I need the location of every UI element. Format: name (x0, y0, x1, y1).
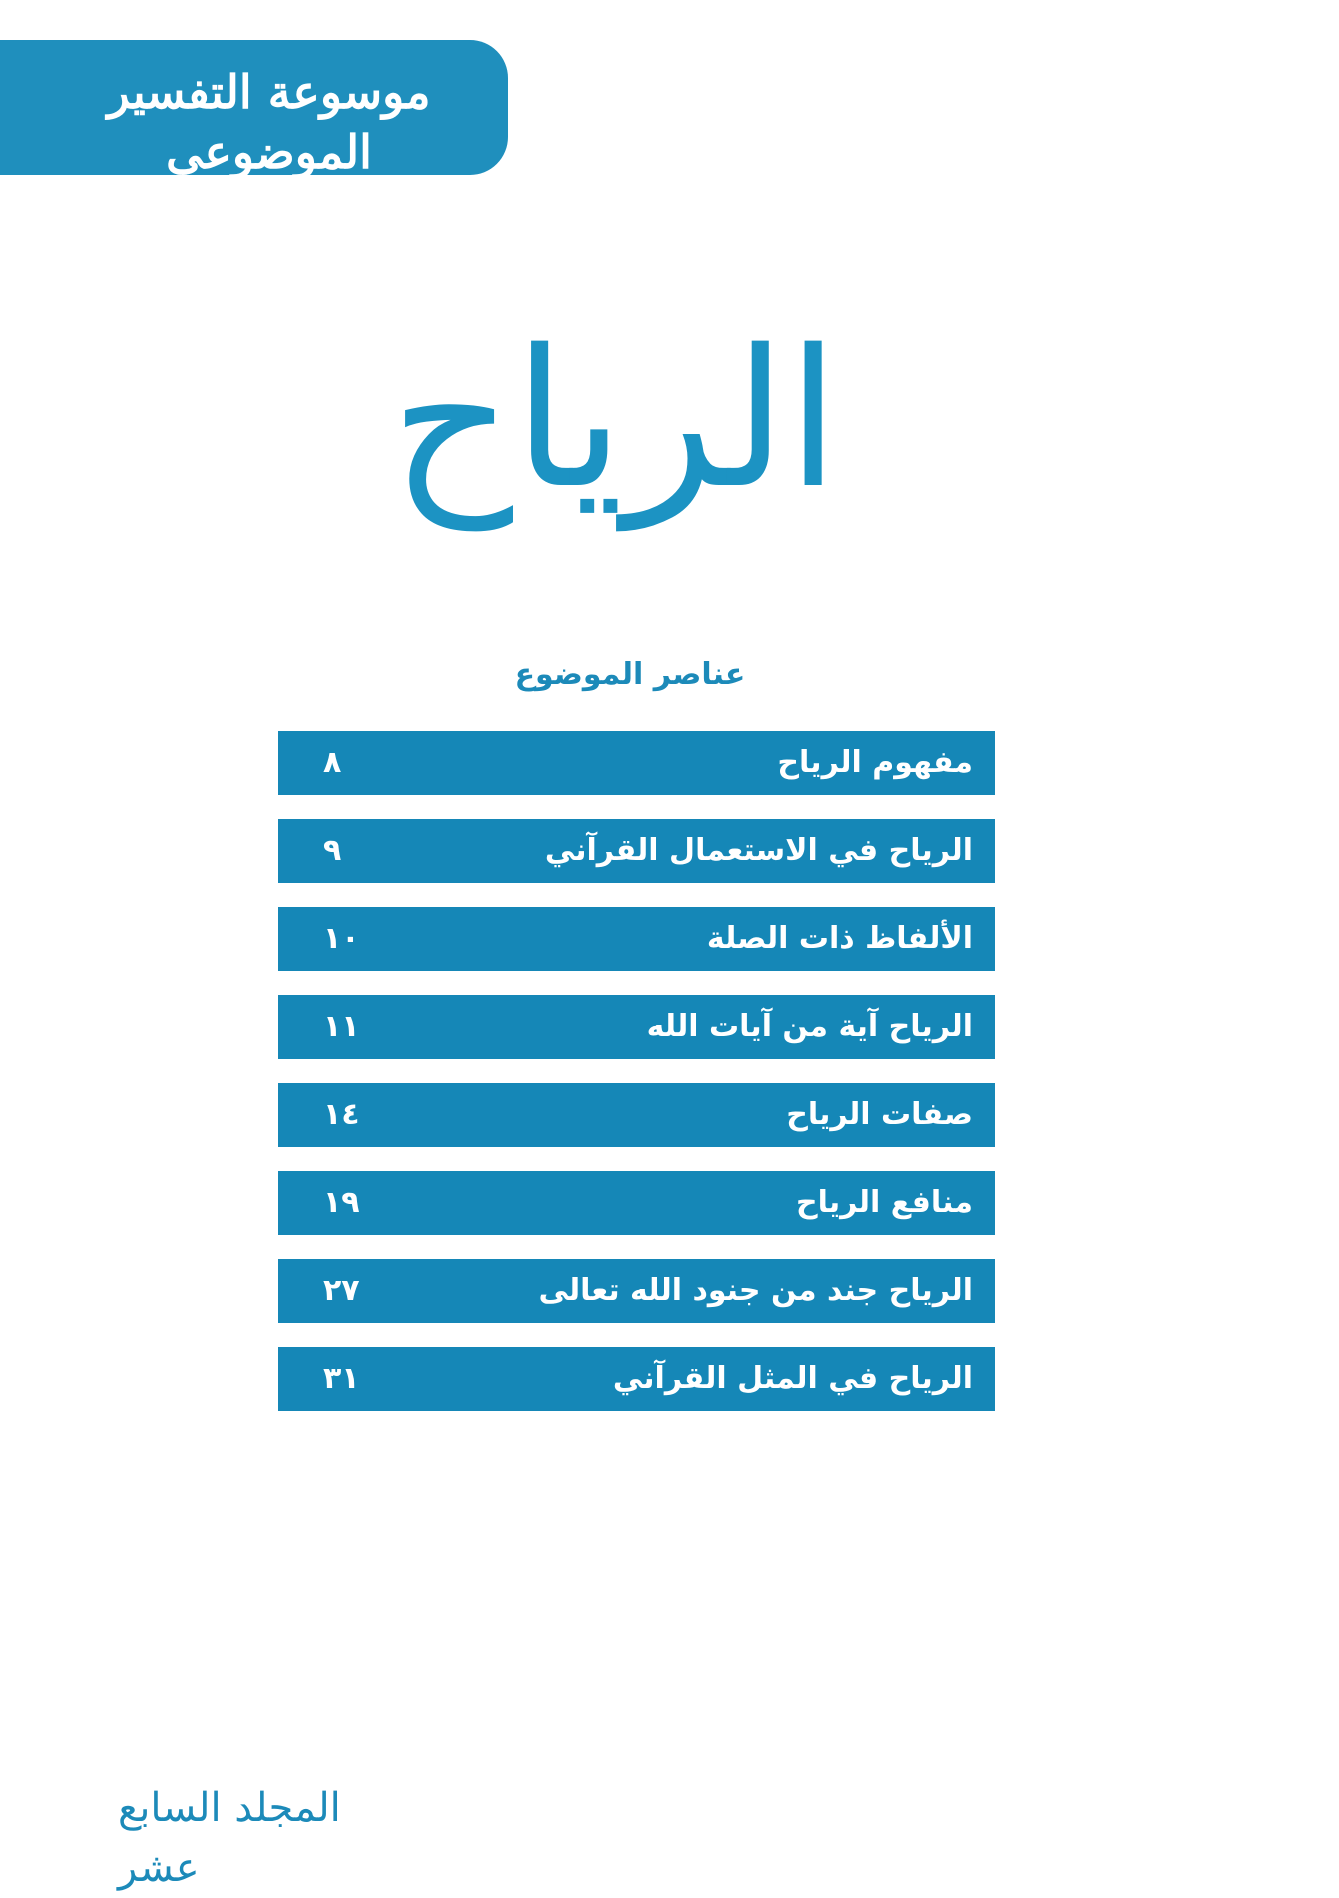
toc-item[interactable] (278, 1259, 995, 1323)
toc-item[interactable] (278, 995, 995, 1059)
toc-item-page: ٢٧ (323, 1273, 360, 1308)
toc-heading: عناصر الموضوع (514, 657, 746, 692)
toc-item[interactable] (278, 731, 995, 795)
toc-item[interactable] (278, 819, 995, 883)
volume-label: المجلد السابع عشر (118, 1785, 341, 1891)
toc-item[interactable] (278, 1083, 995, 1147)
toc-list (278, 731, 995, 1435)
toc-item-page: ٨ (323, 745, 342, 780)
series-subtitle: للقرآن الكريم (206, 184, 332, 210)
main-title: الرياح (390, 309, 840, 530)
series-title: موسوعة التفسير الموضوعي (107, 65, 431, 179)
toc-item-label: الرياح في الاستعمال القرآني (544, 833, 973, 868)
toc-item-label: الرياح في المثل القرآني (612, 1361, 973, 1396)
toc-item-page: ١١ (323, 1009, 360, 1044)
toc-item-label: مفهوم الرياح (777, 745, 973, 780)
toc-item[interactable] (278, 1347, 995, 1411)
toc-item-page: ٣١ (323, 1361, 360, 1396)
toc-item-page: ١٩ (323, 1185, 360, 1220)
toc-item-page: ٩ (323, 833, 342, 868)
toc-item-label: منافع الرياح (795, 1185, 973, 1220)
series-banner (0, 40, 508, 210)
toc-item-label: الرياح جند من جنود الله تعالى (538, 1273, 973, 1308)
toc-item-page: ١٤ (323, 1097, 360, 1132)
toc-item[interactable] (278, 907, 995, 971)
toc-item[interactable] (278, 1171, 995, 1235)
toc-item-label: صفات الرياح (786, 1097, 973, 1132)
toc-item-page: ١٠ (323, 921, 360, 956)
toc-item-label: الألفاظ ذات الصلة (706, 921, 973, 956)
toc-item-label: الرياح آية من آيات الله (646, 1009, 973, 1044)
